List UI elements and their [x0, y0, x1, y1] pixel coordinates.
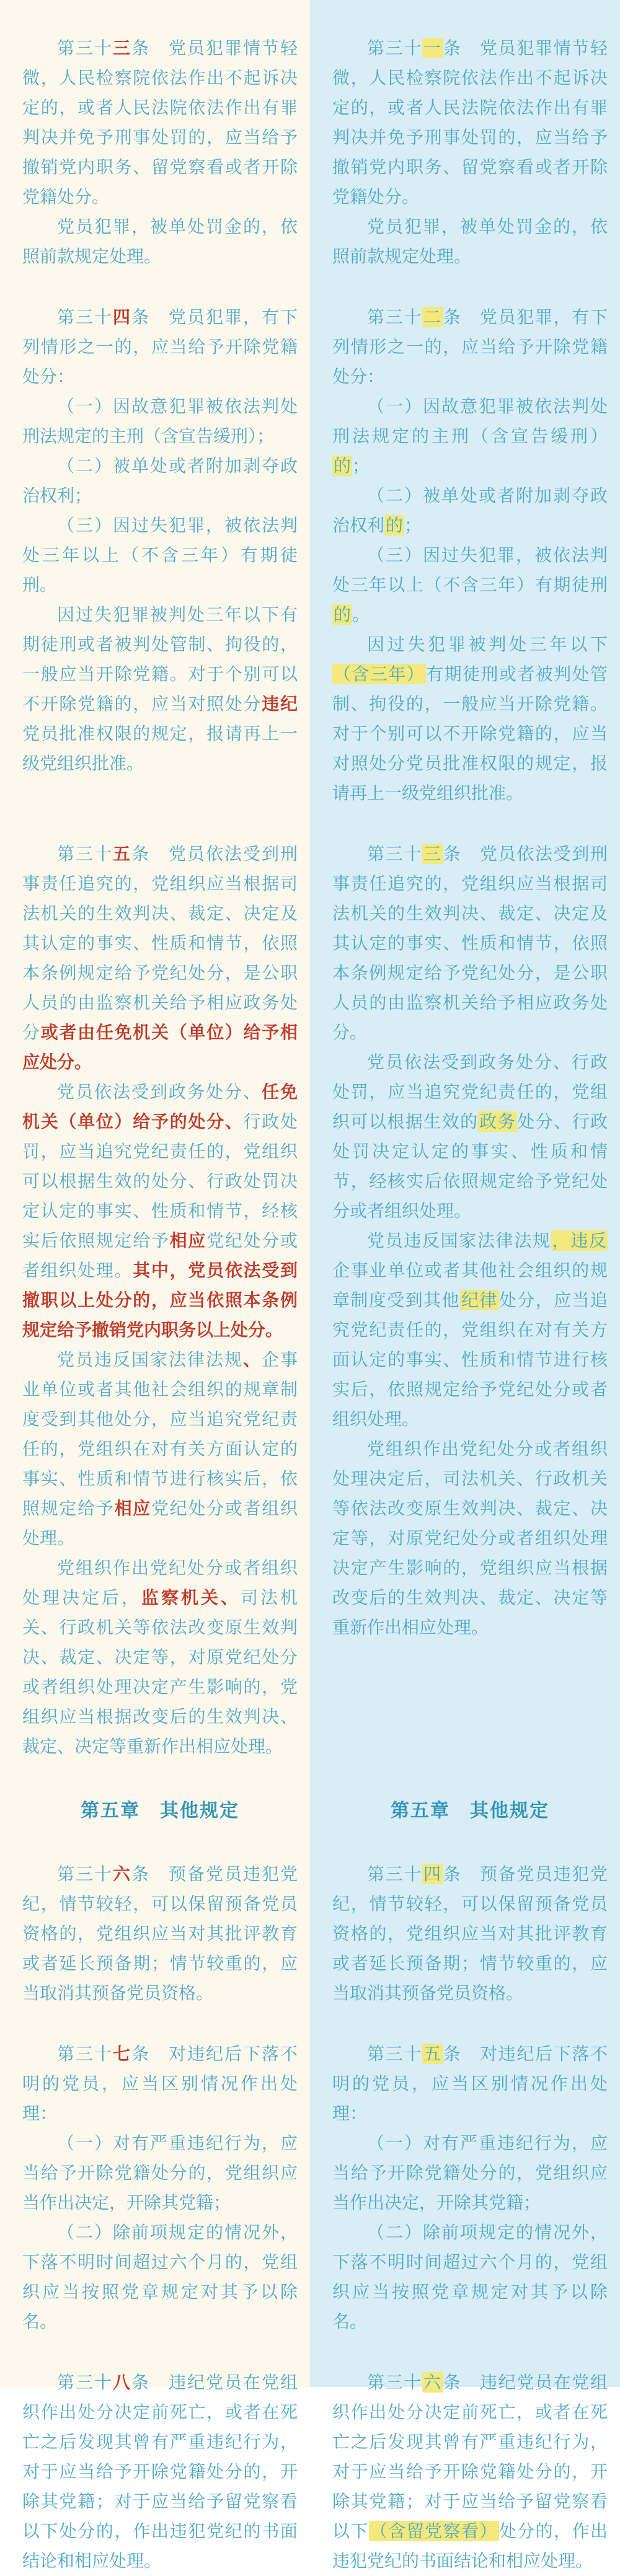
- added-text: （含三年）: [334, 664, 425, 684]
- comparison-row: [0, 0, 620, 271]
- article-36-old: [0, 1828, 310, 2008]
- paragraph: 因过失犯罪被判处三年以下有期徒刑或者被判处管制、拘役的，一般应当开除党籍。对于个别可以不开除党籍的，应当对照处分违纪党员批准权限的规定，报请再上一级党组织批准。: [22, 605, 298, 773]
- added-text: 三: [423, 844, 442, 863]
- added-text: 二: [423, 307, 442, 327]
- paragraph: （一）对有严重违纪行为，应当给予开除党籍处分的，党组织应当作出决定，开除其党籍；: [332, 2133, 608, 2212]
- paragraph: （一）对有严重违纪行为，应当给予开除党籍处分的，党组织应当作出决定，开除其党籍；: [22, 2133, 298, 2212]
- added-text: （含留党察看）: [370, 2521, 498, 2541]
- added-text: 政务: [479, 1112, 516, 1131]
- removed-text: 任免机关（单位）给予的处分、: [22, 1082, 298, 1131]
- chapter-5-old: [0, 1762, 310, 1828]
- removed-text: 、: [242, 1350, 262, 1369]
- added-text: 五: [423, 2044, 442, 2063]
- paragraph: 第三十三条 党员犯罪情节轻微，人民检察院依法作出不起诉决定的，或者人民法院依法作出有罪判决并免予刑事处罚的，应当给予撤销党内职务、留党察看或者开除党籍处分。: [22, 38, 298, 206]
- added-text: 的: [334, 456, 352, 475]
- paragraph: 党组织作出党纪处分或者组织处理决定后，监察机关、司法机关、行政机关等依法改变原生效判决、裁定、决定等，对原党纪处分或者组织处理决定产生影响的，党组织应当根据改变后的生效判决、裁定、决定等重新作出相应处理。: [22, 1558, 298, 1756]
- removed-text: 其中，党员依法受到撤职以上处分的，应当依照本条例规定给予撤销党内职务以上处分。: [22, 1261, 298, 1339]
- paragraph: 第三十八条 违纪党员在党组织作出处分决定前死亡，或者在死亡之后发现其曾有严重违纪行为，对于应当给予开除党籍处分的，开除其党籍；对于应当给予留党察看以下处分的，作出违犯党纪的书面结论和相应处理。: [22, 2373, 298, 2570]
- comparison-row: [0, 1828, 620, 2008]
- paragraph: 党员违反国家法律法规、企事业单位或者其他社会组织的规章制度受到其他处分，应当追究党纪责任的，党组织在对有关方面认定的事实、性质和情节进行核实后，依照规定给予相应党纪处分或者组织处理。: [22, 1350, 298, 1548]
- paragraph: 第三十一条 党员犯罪情节轻微，人民检察院依法作出不起诉决定的，或者人民法院依法作出有罪判决并免予刑事处罚的，应当给予撤销党内职务、留党察看或者开除党籍处分。: [332, 38, 608, 206]
- comparison-row: [0, 2337, 620, 2576]
- added-text: 的: [334, 605, 352, 624]
- paragraph: 第三十五条 对违纪后下落不明的党员，应当区别情况作出处理：: [332, 2044, 608, 2123]
- comparison-row: [0, 1762, 620, 1828]
- article-31-new: [310, 0, 620, 271]
- article-38-old: [0, 2337, 310, 2576]
- paragraph: （二）除前项规定的情况外，下落不明时间超过六个月的，党组织应当按照党章规定对其予以除名。: [332, 2223, 608, 2331]
- paragraph: （二）被单处或者附加剥夺政治权利的；: [332, 486, 608, 535]
- paragraph: 第三十二条 党员犯罪，有下列情形之一的，应当给予开除党籍处分：: [332, 307, 608, 386]
- chapter-heading: 第五章 其他规定: [391, 1801, 549, 1821]
- paragraph: （三）因过失犯罪，被依法判处三年以上（不含三年）有期徒刑。: [22, 516, 298, 594]
- paragraph: 党组织作出党纪处分或者组织处理决定后，司法机关、行政机关等依法改变原生效判决、裁定、决定等，对原党纪处分或者组织处理决定产生影响的，党组织应当根据改变后的生效判决、裁定、决定等重新作出相应处理。: [332, 1439, 608, 1637]
- paragraph: （一）因故意犯罪被依法判处刑法规定的主刑（含宣告缓刑）的；: [332, 397, 608, 475]
- article-34-new: [310, 1828, 620, 2008]
- removed-text: 监察机关、: [141, 1588, 241, 1607]
- article-33-new: [310, 808, 620, 1762]
- paragraph: 第三十七条 对违纪后下落不明的党员，应当区别情况作出处理：: [22, 2044, 298, 2123]
- chapter-5-new: [310, 1762, 620, 1828]
- article-34-old: [0, 271, 310, 808]
- removed-text: 相应: [169, 1231, 207, 1250]
- paragraph: （二）除前项规定的情况外，下落不明时间超过六个月的，党组织应当按照党章规定对其予以除名。: [22, 2223, 298, 2331]
- removed-text: 四: [113, 307, 131, 327]
- article-33-old: [0, 0, 310, 271]
- added-text: 的: [386, 516, 404, 535]
- removed-text: 违纪: [262, 694, 298, 713]
- paragraph: 党员犯罪，被单处罚金的，依照前款规定处理。: [22, 217, 298, 266]
- added-text: 一: [423, 38, 442, 58]
- paragraph: （二）被单处或者附加剥夺政治权利；: [22, 456, 298, 505]
- added-text: 纪律: [461, 1290, 498, 1310]
- removed-text: 五: [113, 844, 131, 863]
- article-35-new: [310, 2008, 620, 2337]
- added-text: ，违反: [552, 1231, 606, 1250]
- article-36-new: [310, 2337, 620, 2576]
- paragraph: 因过失犯罪被判处三年以下（含三年）有期徒刑或者被判处管制、拘役的，一般应当开除党籍。对于个别可以不开除党籍的，应当对照处分党员批准权限的规定，报请再上一级党组织批准。: [332, 635, 608, 803]
- added-text: 四: [423, 1864, 442, 1884]
- paragraph: 党员依法受到政务处分、行政处罚，应当追究党纪责任的，党组织可以根据生效的政务处分、行政处罚决定认定的事实、性质和情节，经核实后依照规定给予党纪处分或者组织处理。: [332, 1052, 608, 1220]
- paragraph: 第三十五条 党员依法受到刑事责任追究的，党组织应当根据司法机关的生效判决、裁定、决定及其认定的事实、性质和情节，依照本条例规定给予党纪处分，是公职人员的由监察机关给予相应政务处分或者由任免机关（单位）给予相应处分。: [22, 844, 298, 1072]
- paragraph: 第三十六条 违纪党员在党组织作出处分决定前死亡，或者在死亡之后发现其曾有严重违纪行为，对于应当给予开除党籍处分的，开除其党籍；对于应当给予留党察看以下（含留党察看）处分的，作出违犯党纪的书面结论和相应处理。: [332, 2373, 608, 2570]
- paragraph: 第三十六条 预备党员违犯党纪，情节较轻，可以保留预备党员资格的，党组织应当对其批评教育或者延长预备期；情节较重的，应当取消其预备党员资格。: [22, 1864, 298, 2003]
- comparison-row: [0, 2008, 620, 2337]
- removed-text: 七: [113, 2044, 131, 2063]
- added-text: 六: [423, 2373, 442, 2392]
- removed-text: 相应: [114, 1499, 151, 1518]
- chapter-heading: 第五章 其他规定: [81, 1801, 239, 1821]
- removed-text: 或者由任免机关（单位）给予相应处分。: [22, 1023, 298, 1072]
- paragraph: 第三十四条 党员犯罪，有下列情形之一的，应当给予开除党籍处分：: [22, 307, 298, 386]
- comparison-row: [0, 271, 620, 808]
- removed-text: 六: [113, 1864, 131, 1884]
- article-37-old: [0, 2008, 310, 2337]
- paragraph: 第三十四条 预备党员违犯党纪，情节较轻，可以保留预备党员资格的，党组织应当对其批评教育或者延长预备期；情节较重的，应当取消其预备党员资格。: [332, 1864, 608, 2003]
- paragraph: （三）因过失犯罪，被依法判处三年以上（不含三年）有期徒刑的。: [332, 545, 608, 624]
- paragraph: 党员犯罪，被单处罚金的，依照前款规定处理。: [332, 217, 608, 266]
- paragraph: 党员依法受到政务处分、任免机关（单位）给予的处分、行政处罚，应当追究党纪责任的，党组织可以根据生效的处分、行政处罚决定认定的事实、性质和情节，经核实后依照规定给予相应党纪处分或者组织处理。其中，党员依法受到撤职以上处分的，应当依照本条例规定给予撤销党内职务以上处分。: [22, 1082, 298, 1339]
- paragraph: 党员违反国家法律法规，违反企事业单位或者其他社会组织的规章制度受到其他纪律处分，应当追究党纪责任的，党组织在对有关方面认定的事实、性质和情节进行核实后，依照规定给予党纪处分或者组织处理。: [332, 1231, 608, 1429]
- paragraph: （一）因故意犯罪被依法判处刑法规定的主刑（含宣告缓刑）；: [22, 397, 298, 446]
- removed-text: 三: [113, 38, 131, 58]
- article-32-new: [310, 271, 620, 808]
- article-35-old: [0, 808, 310, 1762]
- paragraph: 第三十三条 党员依法受到刑事责任追究的，党组织应当根据司法机关的生效判决、裁定、决定及其认定的事实、性质和情节，依照本条例规定给予党纪处分，是公职人员的由监察机关给予相应政务处分。: [332, 844, 608, 1042]
- removed-text: 八: [113, 2373, 131, 2392]
- comparison-row: [0, 808, 620, 1762]
